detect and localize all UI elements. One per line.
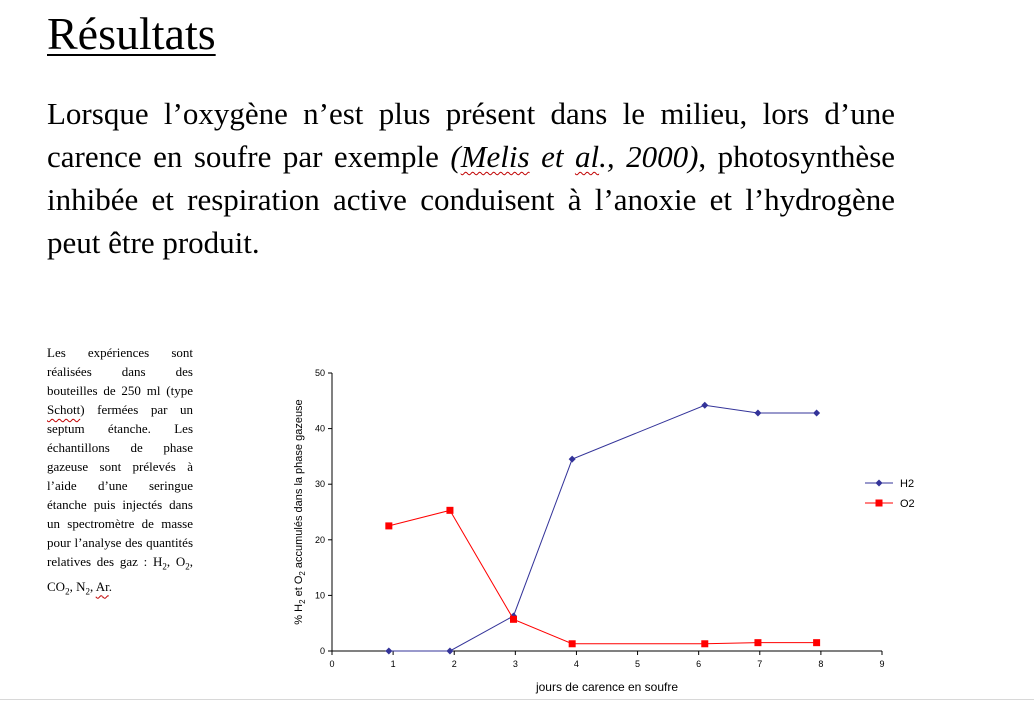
note-schott: Schott bbox=[47, 402, 81, 417]
note-text-1: Les expériences sont réalisées dans des bouteilles de 250 ml (type bbox=[47, 345, 193, 398]
lead-text-1: Lorsque l’oxygène n’est plus présent dans le milieu, lors d’une carence en soufre par exemple bbox=[47, 96, 895, 174]
data-point-o2 bbox=[701, 640, 708, 647]
series-h2 bbox=[385, 402, 820, 655]
slide-title: Résultats bbox=[47, 8, 216, 59]
legend-label-h2: H2 bbox=[900, 478, 915, 490]
note-text-2: ) fermées par un septum étanche. Les échantillons de phase gazeuse sont prélevés à l’aide d’une seringue étanche puis injectés dans un spectromètre de masse pour l’analyse des quantités relatives des gaz : H bbox=[47, 402, 193, 569]
x-ticks bbox=[329, 651, 884, 669]
citation-rest: ., 2000) bbox=[599, 139, 699, 174]
data-point-o2 bbox=[385, 522, 392, 529]
y-tick-label: 0 bbox=[319, 646, 325, 656]
x-tick-label: 3 bbox=[512, 659, 518, 669]
data-point-o2 bbox=[446, 507, 453, 514]
legend-label-o2: O2 bbox=[900, 498, 915, 510]
citation-open: ( bbox=[450, 139, 461, 174]
note-text-7: . bbox=[108, 578, 112, 594]
note-ar: Ar bbox=[95, 578, 109, 594]
citation-author: Melis bbox=[460, 139, 530, 174]
x-tick-label: 4 bbox=[573, 659, 579, 669]
note-text-4: , CO bbox=[47, 554, 194, 594]
y-tick-label: 10 bbox=[314, 590, 325, 601]
x-tick-label: 0 bbox=[329, 659, 335, 669]
x-tick-label: 9 bbox=[879, 659, 885, 669]
citation-mid: et bbox=[529, 139, 575, 174]
x-tick-label: 5 bbox=[635, 659, 641, 669]
x-axis-label: jours de carence en soufre bbox=[535, 680, 679, 694]
series-line-h2 bbox=[389, 405, 817, 651]
series-group bbox=[385, 402, 820, 655]
legend-marker-h2 bbox=[876, 480, 883, 487]
y-axis-label bbox=[293, 399, 307, 624]
gas-accumulation-chart bbox=[280, 355, 940, 700]
data-point-o2 bbox=[754, 639, 761, 646]
legend bbox=[865, 478, 915, 510]
legend-item-h2 bbox=[865, 478, 914, 490]
legend-item-o2 bbox=[865, 498, 915, 510]
note-sub-c: 2 bbox=[65, 586, 70, 597]
data-point-h2 bbox=[446, 648, 453, 655]
data-point-h2 bbox=[813, 410, 820, 417]
y-ticks bbox=[315, 368, 332, 656]
note-text-6: , bbox=[89, 578, 96, 594]
data-point-h2 bbox=[754, 410, 761, 417]
data-point-o2 bbox=[569, 640, 576, 647]
x-tick-label: 1 bbox=[390, 659, 396, 669]
series-o2 bbox=[385, 507, 820, 647]
x-tick-label: 8 bbox=[818, 659, 824, 669]
series-line-o2 bbox=[389, 510, 817, 643]
x-tick-label: 2 bbox=[451, 659, 457, 669]
data-point-o2 bbox=[813, 639, 820, 646]
method-note bbox=[47, 343, 193, 601]
y-label-part-2: et O bbox=[293, 575, 305, 600]
citation bbox=[450, 139, 698, 174]
note-text-3: , O bbox=[166, 554, 186, 569]
note-sub-d: 2 bbox=[85, 586, 90, 597]
note-text-5: , N bbox=[69, 578, 86, 594]
y-tick-label: 40 bbox=[314, 423, 325, 434]
axes bbox=[332, 373, 882, 651]
y-tick-label: 50 bbox=[314, 368, 325, 378]
data-point-o2 bbox=[510, 616, 517, 623]
note-sub-b: 2 bbox=[185, 561, 190, 572]
bottom-divider bbox=[0, 699, 1034, 700]
y-label-sub-1: 2 bbox=[298, 599, 307, 604]
y-tick-label: 30 bbox=[314, 479, 325, 490]
data-point-h2 bbox=[569, 456, 576, 463]
lead-paragraph bbox=[47, 92, 895, 264]
y-tick-label: 20 bbox=[314, 534, 325, 545]
note-sub-a: 2 bbox=[162, 561, 167, 572]
legend-marker-o2 bbox=[876, 500, 883, 507]
citation-al: al bbox=[574, 139, 600, 174]
lead-text-2: , photosynthèse inhibée et respiration active conduisent à l’anoxie et l’hydrogène peut être produit. bbox=[47, 139, 896, 260]
x-tick-label: 6 bbox=[696, 659, 702, 669]
x-tick-label: 7 bbox=[757, 659, 763, 669]
y-label-part-3: accumulés dans la phase gazeuse bbox=[293, 399, 305, 572]
y-label-part-1: % H bbox=[293, 603, 305, 625]
data-point-h2 bbox=[385, 648, 392, 655]
data-point-h2 bbox=[701, 402, 708, 409]
y-label-sub-2: 2 bbox=[298, 571, 307, 576]
